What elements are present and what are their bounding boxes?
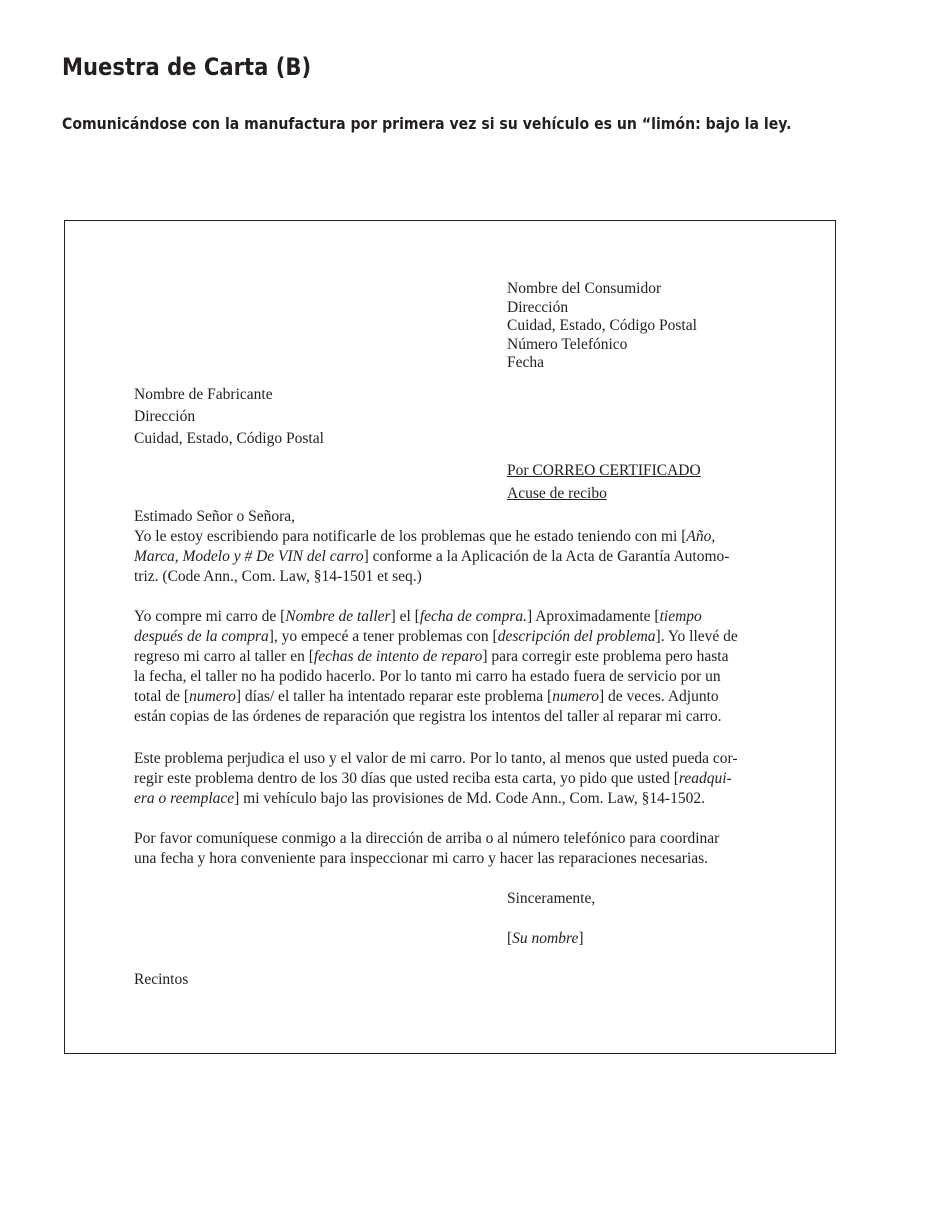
placeholder-repurchase: readqui- bbox=[678, 770, 732, 787]
consumer-address-block bbox=[507, 280, 697, 373]
paragraph-4-line: una fecha y hora conveniente para inspeccionar mi carro y hacer las reparaciones necesarias. bbox=[134, 850, 709, 867]
paragraph-3 bbox=[134, 749, 774, 809]
paragraph-2-line: regreso mi carro al taller en [fechas de intento de reparo] para corregir este problema pero hasta bbox=[134, 648, 729, 665]
placeholder-problem-description: descripción del problema bbox=[497, 628, 656, 645]
paragraph-3-line: regir este problema dentro de los 30 días que usted reciba esta carta, yo pido que usted [readqui- bbox=[134, 770, 732, 787]
certified-mail-label: Por CORREO CERTIFICADO bbox=[507, 462, 701, 479]
paragraph-2 bbox=[134, 607, 774, 727]
manufacturer-address-block bbox=[134, 384, 324, 450]
letter-date: Fecha bbox=[507, 354, 545, 371]
placeholder-your-name: Su nombre bbox=[512, 930, 579, 947]
placeholder-days-number: numero bbox=[189, 688, 236, 705]
consumer-city-state-zip: Cuidad, Estado, Código Postal bbox=[507, 317, 697, 334]
consumer-address: Dirección bbox=[507, 298, 569, 316]
paragraph-4-line: Por favor comuníquese conmigo a la dirección de arriba o al número telefónico para coordinar bbox=[134, 830, 720, 847]
placeholder-repair-dates: fechas de intento de reparo bbox=[313, 648, 483, 665]
enclosures-label: Recintos bbox=[134, 971, 189, 988]
paragraph-2-line: Yo compre mi carro de [Nombre de taller] el [fecha de compra.] Aproximadamente [tiempo bbox=[134, 608, 702, 625]
paragraph-2-line: total de [numero] días/ el taller ha intentado reparar este problema [numero] de veces. Adjunto bbox=[134, 688, 719, 705]
paragraph-1-line: Yo le estoy escribiendo para notificarle de los problemas que he estado teniendo con mi [Año, bbox=[134, 528, 716, 545]
paragraph-2-line: después de la compra], yo empecé a tener problemas con [descripción del problema]. Yo llevé de bbox=[134, 628, 738, 645]
return-receipt-label: Acuse de recibo bbox=[507, 485, 607, 502]
salutation: Estimado Señor o Señora, bbox=[134, 508, 296, 525]
salutation-and-intro bbox=[134, 507, 774, 587]
signature-placeholder: [Su nombre] bbox=[507, 930, 584, 947]
placeholder-or-replace: era o reemplace bbox=[134, 790, 235, 807]
placeholder-dealer-name: Nombre de taller bbox=[285, 608, 391, 625]
manufacturer-city-state-zip: Cuidad, Estado, Código Postal bbox=[134, 430, 324, 447]
placeholder-attempts-number: numero bbox=[552, 688, 599, 705]
paragraph-2-line: la fecha, el taller no ha podido hacerlo. Por lo tanto mi carro ha estado fuera de servicio por un bbox=[134, 668, 721, 685]
paragraph-4 bbox=[134, 829, 774, 869]
paragraph-1-line: Marca, Modelo y # De VIN del carro] conforme a la Aplicación de la Acta de Garantía Automo- bbox=[134, 548, 730, 565]
closing: Sinceramente, bbox=[507, 890, 596, 907]
manufacturer-address: Dirección bbox=[134, 408, 196, 425]
manufacturer-name: Nombre de Fabricante bbox=[134, 386, 273, 403]
paragraph-3-line: Este problema perjudica el uso y el valor de mi carro. Por lo tanto, al menos que usted pueda cor- bbox=[134, 750, 738, 767]
consumer-name: Nombre del Consumidor bbox=[507, 280, 662, 297]
consumer-phone: Número Telefónico bbox=[507, 335, 628, 353]
paragraph-2-line: están copias de las órdenes de reparación que registra los intentos del taller al reparar mi carro. bbox=[134, 708, 722, 725]
placeholder-time: tiempo bbox=[659, 608, 702, 625]
placeholder-purchase-date: fecha de compra. bbox=[419, 608, 528, 625]
paragraph-3-line: era o reemplace] mi vehículo bajo las provisiones de Md. Code Ann., Com. Law, §14-1502. bbox=[134, 790, 705, 807]
page-title: Muestra de Carta (B) bbox=[62, 53, 312, 81]
delivery-block bbox=[507, 459, 701, 505]
placeholder-make-model-vin: Marca, Modelo y # De VIN del carro bbox=[134, 548, 364, 565]
placeholder-year: Año, bbox=[686, 528, 716, 545]
placeholder-after-purchase: después de la compra bbox=[134, 628, 269, 645]
paragraph-1-line: triz. (Code Ann., Com. Law, §14-1501 et seq.) bbox=[134, 568, 422, 585]
page-subtitle: Comunicándose con la manufactura por primera vez si su vehículo es un “limón: bajo la ley. bbox=[62, 114, 792, 133]
